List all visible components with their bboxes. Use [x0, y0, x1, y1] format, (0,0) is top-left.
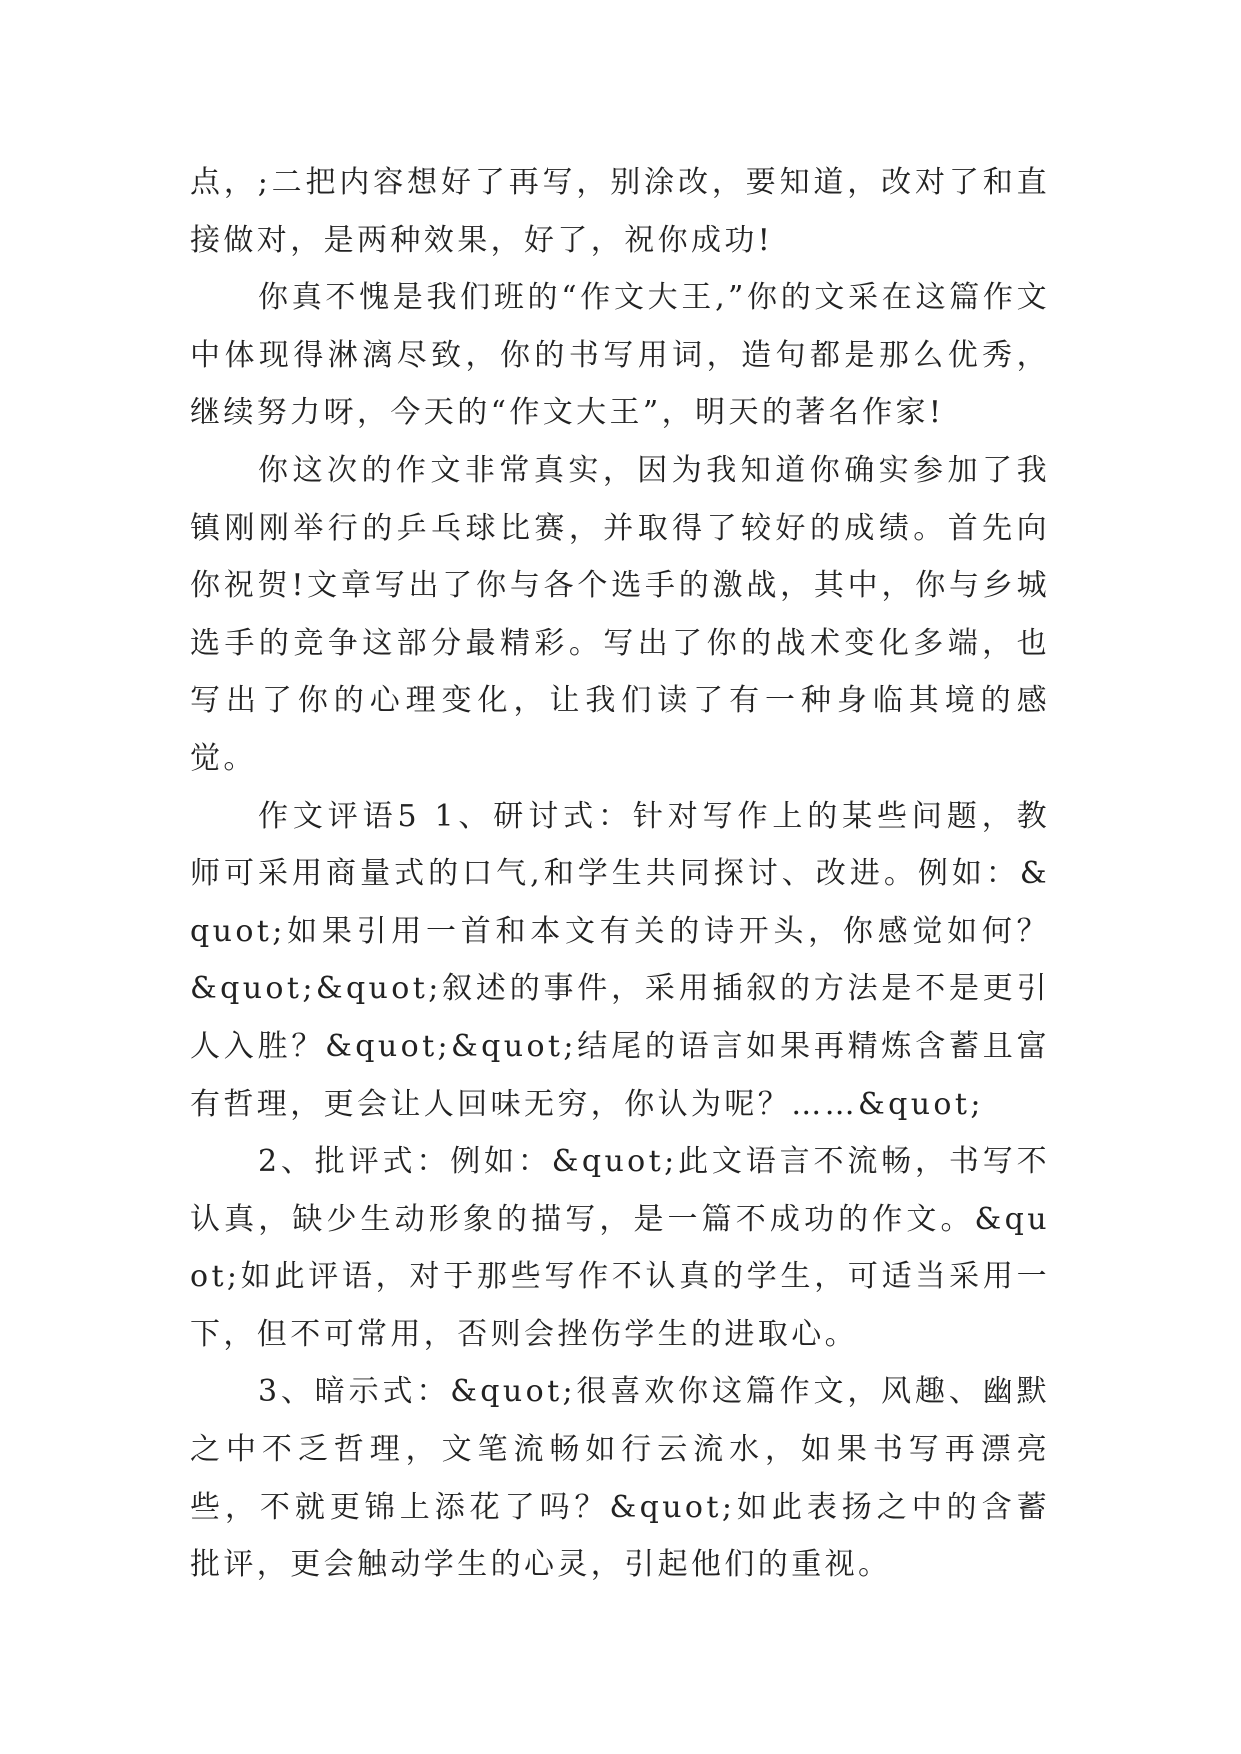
paragraph-4	[190, 788, 1050, 1134]
paragraph-4-body: 1、研讨式：针对写作上的某些问题，教师可采用商量式的口气,和学生共同探讨、改进。例如：&quot;如果引用一首和本文有关的诗开头，你感觉如何？&quot;&quot;叙述的事件，采用插叙的方法是不是更引人入胜？&quot;&quot;结尾的语言如果再精炼含蓄且富有哲理，更会让人回味无穷，你认为呢？……&quot;	[190, 798, 1050, 1122]
paragraph-5: 2、批评式：例如：&quot;此文语言不流畅，书写不认真，缺少生动形象的描写，是一篇不成功的作文。&quot;如此评语，对于那些写作不认真的学生，可适当采用一下，但不可常用，否则会挫伤学生的进取心。	[190, 1144, 1050, 1352]
paragraph-3: 你这次的作文非常真实，因为我知道你确实参加了我镇刚刚举行的乒乓球比赛，并取得了较好的成绩。首先向你祝贺!文章写出了你与各个选手的激战，其中，你与乡城选手的竞争这部分最精彩。写出了你的战术变化多端，也写出了你的心理变化，让我们读了有一种身临其境的感觉。	[190, 452, 1050, 776]
document-body	[190, 154, 1050, 1594]
paragraph-1: 点，;二把内容想好了再写，别涂改，要知道，改对了和直接做对，是两种效果，好了，祝你成功!	[190, 165, 1050, 258]
paragraph-2: 你真不愧是我们班的“作文大王,”你的文采在这篇作文中体现得淋漓尽致，你的书写用词，造句都是那么优秀，继续努力呀，今天的“作文大王”，明天的著名作家!	[190, 280, 1050, 431]
section-heading: 作文评语5	[258, 798, 421, 834]
heading-gap	[420, 799, 434, 834]
paragraph-6: 3、暗示式：&quot;很喜欢你这篇作文，风趣、幽默之中不乏哲理，文笔流畅如行云流水，如果书写再漂亮些，不就更锦上添花了吗？&quot;如此表扬之中的含蓄批评，更会触动学生的心灵，引起他们的重视。	[190, 1374, 1050, 1583]
